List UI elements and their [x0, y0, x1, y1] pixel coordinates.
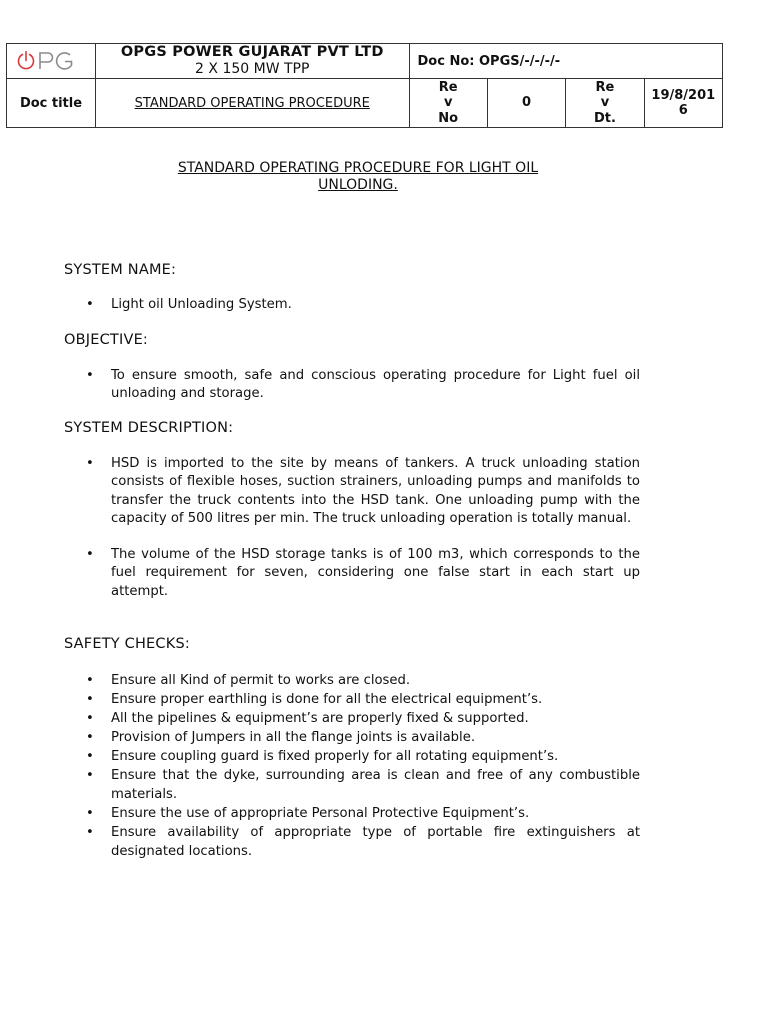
list-item: • Light oil Unloading System.	[86, 296, 640, 314]
doc-title-label: Doc title	[7, 79, 96, 128]
safety-checks-list	[86, 671, 640, 861]
list-item: • Ensure that the dyke, surrounding area is clean and free of any combustible materials.	[86, 766, 640, 804]
list-item: • To ensure smooth, safe and conscious operating procedure for Light fuel oil unloading and storage.	[86, 367, 640, 404]
company-cell	[96, 44, 410, 79]
list-item: • Ensure the use of appropriate Personal Protective Equipment’s.	[86, 804, 640, 823]
list-item: • HSD is imported to the site by means of tankers. A truck unloading station consists of flexible hoses, suction strainers, unloading pumps and manifolds to transfer the truck contents into the HSD tank. One unloading pump with the capacity of 500 litres per min. The truck unloading operation is totally manual.	[86, 455, 640, 528]
system-name-heading: SYSTEM NAME:	[64, 262, 177, 278]
document-main-title: STANDARD OPERATING PROCEDURE FOR LIGHT OIL UNLODING.	[177, 160, 539, 193]
system-description-list	[86, 455, 640, 601]
company-name: OPGS POWER GUJARAT PVT LTD	[120, 44, 384, 60]
document-header-table	[6, 43, 723, 128]
opg-logo	[14, 48, 88, 74]
logo-cell	[7, 44, 96, 79]
safety-checks-heading: SAFETY CHECKS:	[64, 636, 190, 652]
rev-date-label: Re v Dt.	[566, 79, 644, 128]
list-item: • Ensure availability of appropriate type of portable fire extinguishers at designated locations.	[86, 823, 640, 861]
list-item: • Ensure proper earthling is done for all the electrical equipment’s.	[86, 690, 640, 709]
list-item: • Ensure coupling guard is fixed properly for all rotating equipment’s.	[86, 747, 640, 766]
rev-no-label: Re v No	[409, 79, 487, 128]
list-item: • Provision of Jumpers in all the flange joints is available.	[86, 728, 640, 747]
plant-name: 2 X 150 MW TPP	[195, 61, 310, 77]
list-item: • All the pipelines & equipment’s are properly fixed & supported.	[86, 709, 640, 728]
system-description-heading: SYSTEM DESCRIPTION:	[64, 420, 234, 436]
doc-title-value: STANDARD OPERATING PROCEDURE	[96, 79, 410, 128]
list-item: • The volume of the HSD storage tanks is of 100 m3, which corresponds to the fuel requirement for seven, considering one false start in each start up attempt.	[86, 546, 640, 601]
system-name-list	[86, 296, 640, 314]
rev-date-value: 19/8/201 6	[644, 79, 722, 128]
doc-number: Doc No: OPGS/-/-/-/-	[409, 44, 723, 79]
list-item: • Ensure all Kind of permit to works are closed.	[86, 671, 640, 690]
rev-no-value: 0	[487, 79, 565, 128]
objective-list	[86, 367, 640, 404]
objective-heading: OBJECTIVE:	[64, 332, 149, 348]
